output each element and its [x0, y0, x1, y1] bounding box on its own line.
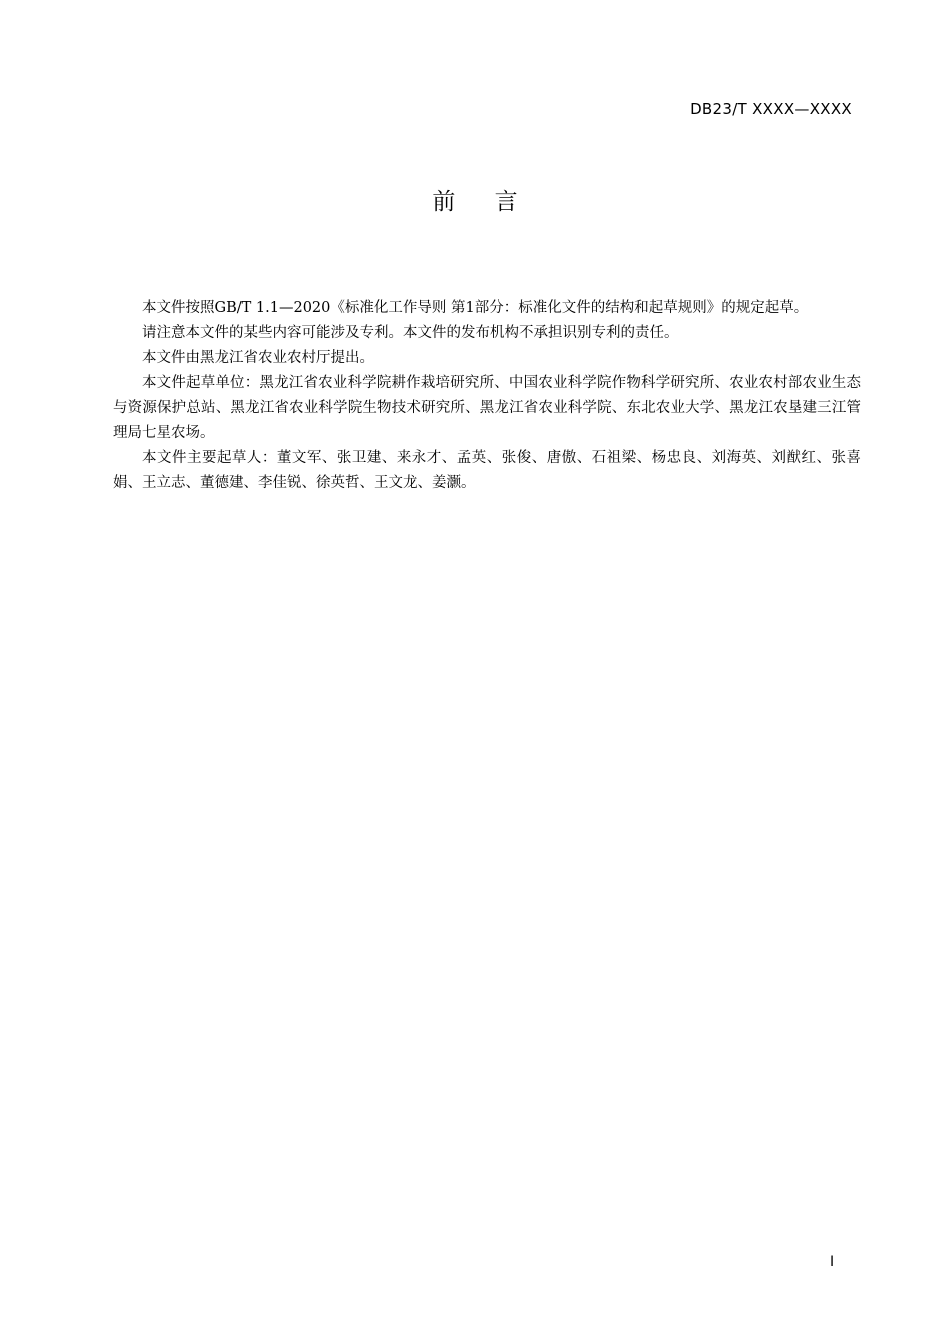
paragraph-patent-notice: 请注意本文件的某些内容可能涉及专利。本文件的发布机构不承担识别专利的责任。 — [142, 325, 679, 341]
paragraph-drafters: 本文件主要起草人：董文军、张卫建、来永才、孟英、张俊、唐傲、石祖梁、杨忠良、刘海英、刘猷红、张喜娟、王立志、董德建、李佳锐、徐英哲、王文龙、姜灏。 — [113, 450, 861, 491]
foreword-body — [113, 296, 861, 496]
page-number: I — [830, 1254, 835, 1270]
paragraph-drafting-units: 本文件起草单位：黑龙江省农业科学院耕作栽培研究所、中国农业科学院作物科学研究所、农业农村部农业生态与资源保护总站、黑龙江省农业科学院生物技术研究所、黑龙江省农业科学院、东北农业大学、黑龙江农垦建三江管理局七星农场。 — [113, 375, 861, 441]
paragraph-proposer: 本文件由黑龙江省农业农村厅提出。 — [142, 350, 374, 366]
document-code: DB23/T XXXX—XXXX — [690, 100, 852, 118]
page-title: 前 言 — [432, 189, 534, 215]
paragraph-drafting-rules: 本文件按照GB/T 1.1—2020《标准化工作导则 第1部分：标准化文件的结构和起草规则》的规定起草。 — [142, 300, 809, 316]
